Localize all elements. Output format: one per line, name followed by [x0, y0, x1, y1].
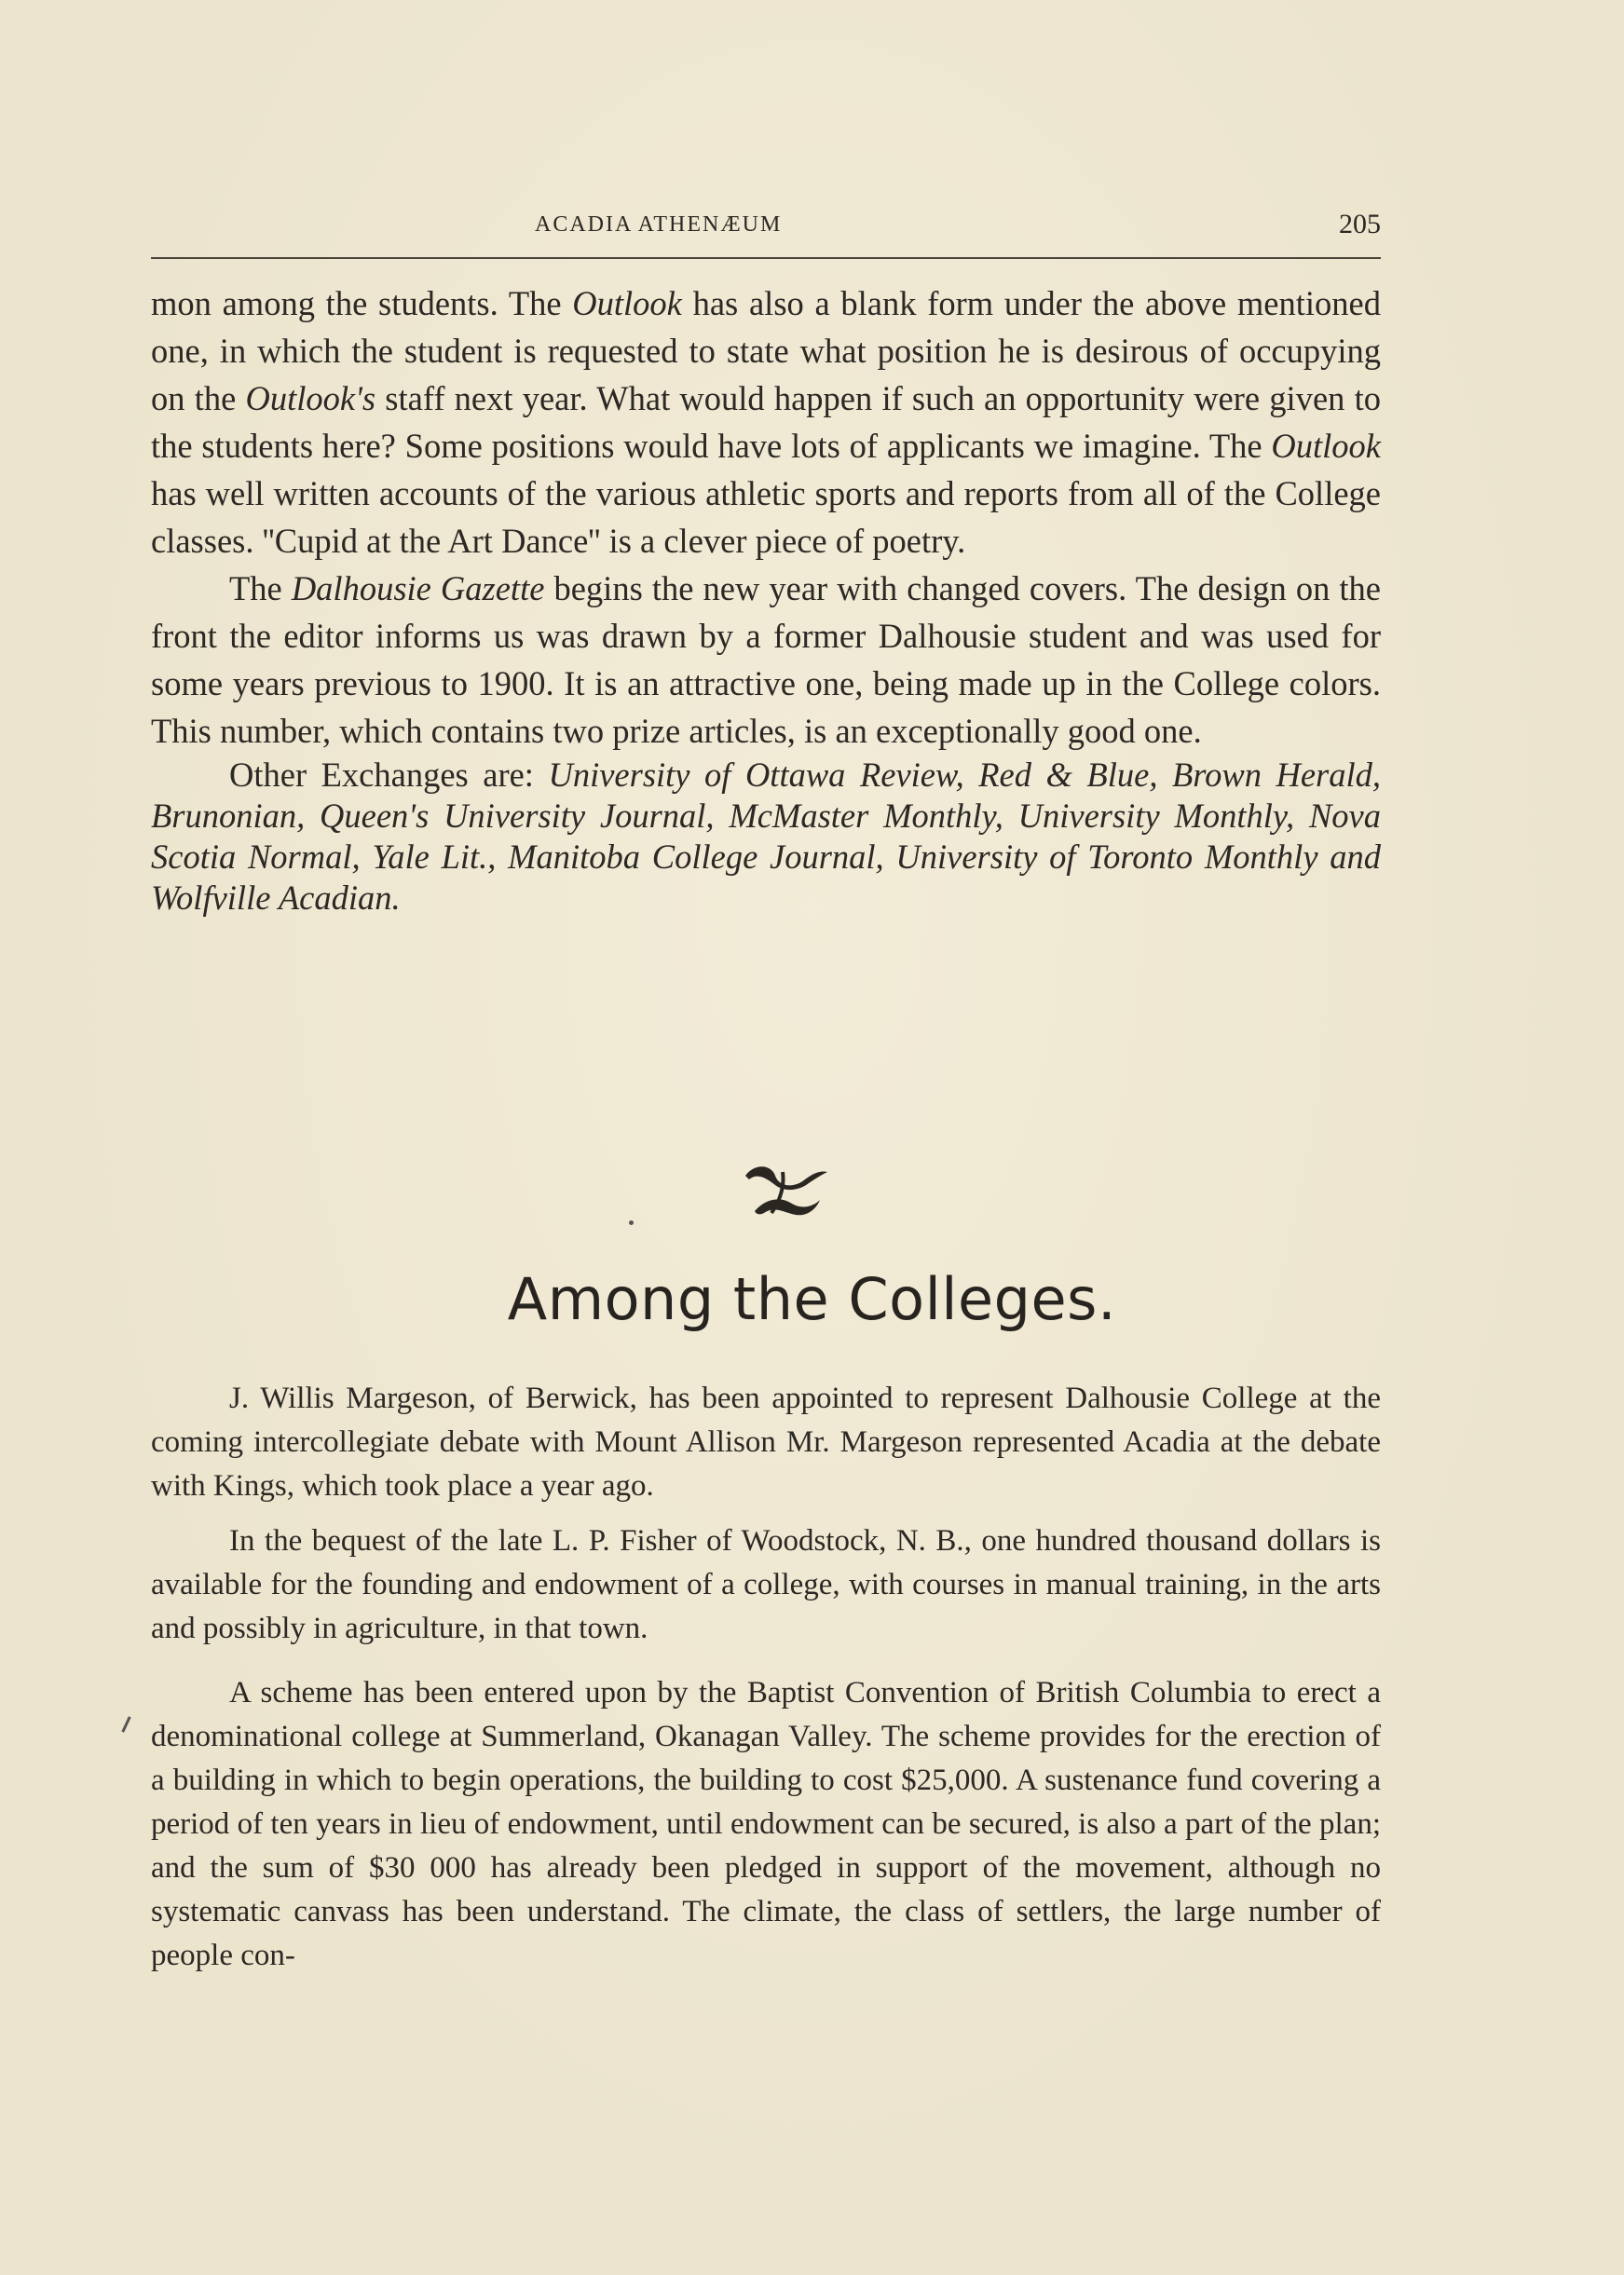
text-run: The [229, 569, 292, 607]
margeson-paragraph: J. Willis Margeson, of Berwick, has been appointed to represent Dalhousie College at the coming intercollegiate debate with Mount Allison Mr. Margeson represented Acadia at the debate with Kings, which took place a year ago. [151, 1382, 1381, 1503]
other-exchanges-paragraph [151, 755, 1381, 919]
journal-title: ACADIA ATHENÆUM [535, 212, 783, 237]
british-columbia-paragraph: A scheme has been entered upon by the Baptist Convention of British Columbia to erect a denominational college at Summerland, Okanagan Valley. The scheme provides for the erection of a building in which to begin operations, the building to cost $25,000. A sustenance fund covering a period of ten years in lieu of endowment, until endowment can be secured, is also a part of the plan; and the sum of $30 000 has already been pledged in support of the movement, although no systematic canvass has been understand. The climate, the class of settlers, the large number of people con- [151, 1676, 1381, 1972]
running-head [151, 207, 1381, 244]
italic-run: Outlook [572, 284, 682, 322]
text-run: mon among the students. The [151, 284, 573, 322]
italic-run: Outlook [1271, 427, 1381, 465]
text-run: Other Exchanges are: [229, 756, 549, 794]
text-run: has also a blank form under the above mentioned one, in which the student is requested to state what position he is desirous of occupying on the [151, 284, 1381, 417]
text-run: staff next year. What would happen if such an opportunity were given to the students here? Some positions would have lots of applicants we imagine. The [151, 379, 1381, 465]
fleuron-icon [727, 1155, 839, 1230]
header-rule [151, 257, 1381, 259]
colleges-column [151, 1377, 1381, 1978]
outlook-paragraph [151, 279, 1381, 565]
fisher-paragraph: In the bequest of the late L. P. Fisher of Woodstock, N. B., one hundred thousand dollars is available for the founding and endowment of a college, with courses in manual training, in the arts and possibly in agriculture, in that town. [151, 1524, 1381, 1645]
italic-run: University of Ottawa Review, Red & Blue, Brown Herald, Brunonian, Queen's University Journal, McMaster Monthly, University Monthly, Nova Scotia Normal, Yale Lit., Manitoba College Journal, University of Toronto Monthly and Wolfville Acadian. [151, 756, 1382, 917]
text-run: begins the new year with changed covers. The design on the front the editor informs us was drawn by a former Dalhousie student and was used for some years previous to 1900. It is an attractive one, being made up in the College colors. This number, which contains two prize articles, is an exceptionally good one. [151, 569, 1381, 750]
italic-run: Outlook's [245, 379, 376, 417]
exchanges-column [151, 279, 1381, 919]
italic-run: Dalhousie Gazette [291, 569, 545, 607]
print-speck [629, 1220, 634, 1225]
text-run: has well written accounts of the various athletic sports and reports from all of the College classes. ''Cupid at the Art Dance'' is a clever piece of poetry. [151, 474, 1381, 560]
dalhousie-paragraph [151, 565, 1381, 755]
page-number: 205 [1339, 209, 1381, 239]
section-title: Among the Colleges. [507, 1265, 1117, 1333]
